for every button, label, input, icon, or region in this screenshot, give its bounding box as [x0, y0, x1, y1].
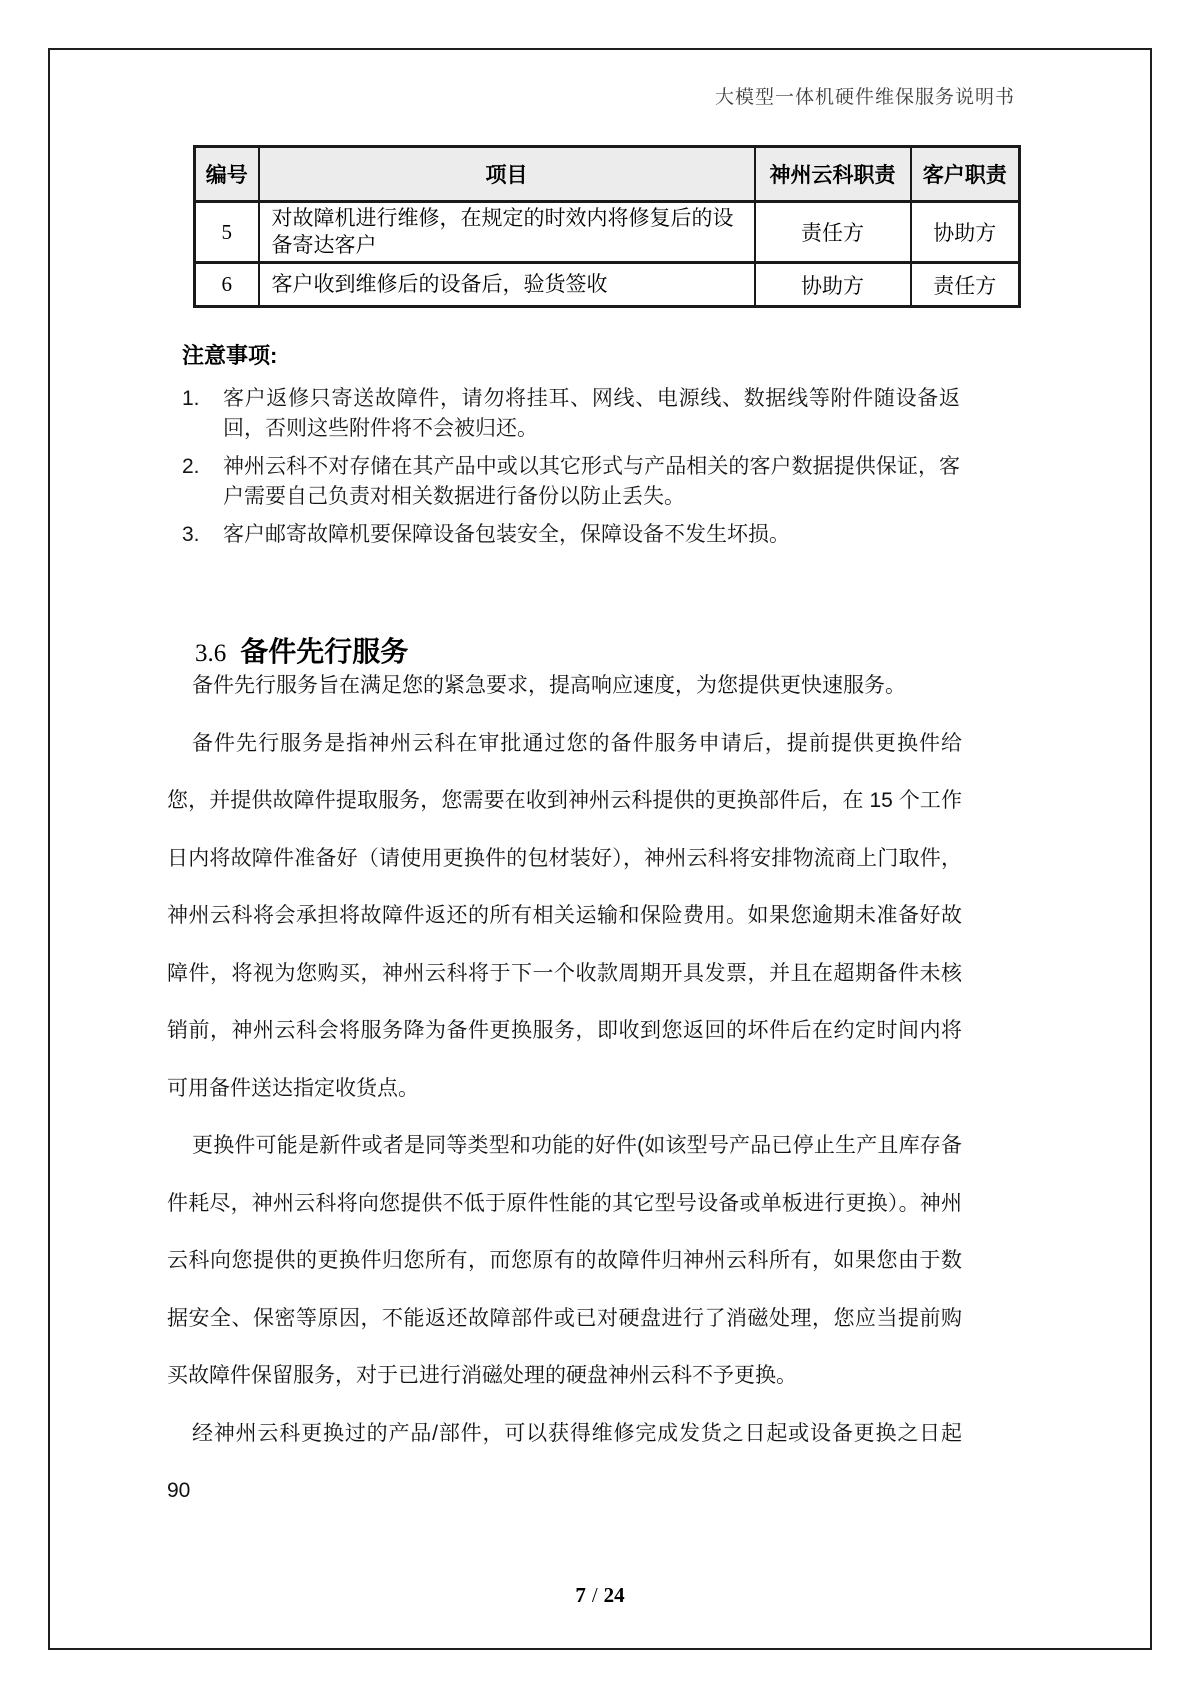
page-footer — [0, 1583, 1200, 1608]
section-title: 备件先行服务 — [240, 636, 409, 667]
responsibility-table — [193, 145, 1021, 308]
table-row — [195, 263, 1020, 307]
list-item — [182, 520, 960, 550]
notes-section — [182, 342, 960, 550]
notes-heading: 注意事项: — [182, 343, 278, 368]
list-item-text: 神州云科不对存储在其产品中或以其它形式与产品相关的客户数据提供保证，客户需要自己负责对相关数据进行备份以防止丢失。 — [223, 455, 960, 508]
list-item-number: 3. — [182, 523, 200, 546]
page-number-total: 24 — [603, 1583, 625, 1607]
paragraph: 更换件可能是新件或者是同等类型和功能的好件(如该型号产品已停止生产且库存备件耗尽，神州云科将向您提供不低于原件性能的其它型号设备或单板进行更换）。神州云科向您提供的更换件归您所有，而您原有的故障件归神州云科所有，如果您由于数据安全、保密等原因，不能返还故障部件或已对硬盘进行了消磁处理，您应当提前购买故障件保留服务，对于已进行消磁处理的硬盘神州云科不予更换。 — [167, 1134, 962, 1387]
cell-no: 6 — [195, 263, 259, 307]
cell-customer-role: 协助方 — [911, 202, 1020, 263]
column-header-customer: 客户职责 — [911, 147, 1020, 202]
cell-vendor-role: 责任方 — [755, 202, 911, 263]
cell-item: 对故障机进行维修，在规定的时效内将修复后的设备寄达客户 — [259, 202, 755, 263]
paragraph: 备件先行服务是指神州云科在审批通过您的备件服务申请后，提前提供更换件给您，并提供故障件提取服务，您需要在收到神州云科提供的更换部件后，在 15 个工作日内将故障件准备好（请使用更换件的包材装好），神州云科将安排物流商上门取件， 神州云科将会承担将故障件返还的所有相关运输和保险费用。如果您逾期未准备好故障件，将视为您购买，神州云科将于下一个收款周期开具发票，并且在超期备件未核销前，神州云科会将服务降为备件更换服务，即收到您返回的坏件后在约定时间内将可用备件送达指定收货点。 — [167, 731, 962, 1100]
list-item-text: 客户邮寄故障机要保障设备包装安全，保障设备不发生坏损。 — [223, 523, 790, 546]
list-item-number: 2. — [182, 455, 200, 478]
column-header-vendor: 神州云科职责 — [755, 147, 911, 202]
list-item-text: 客户返修只寄送故障件，请勿将挂耳、网线、电源线、数据线等附件随设备返回，否则这些附件将不会被归还。 — [223, 387, 960, 440]
list-item-number: 1. — [182, 387, 200, 410]
list-item — [182, 452, 960, 512]
document-header-title: 大模型一体机硬件维保服务说明书 — [714, 87, 1015, 108]
page-number-current: 7 — [575, 1583, 586, 1607]
column-header-no: 编号 — [195, 147, 259, 202]
paragraph: 经神州云科更换过的产品/部件，可以获得维修完成发货之日起或设备更换之日起 90 — [167, 1421, 962, 1502]
cell-item: 客户收到维修后的设备后，验货签收 — [259, 263, 755, 307]
cell-vendor-role: 协助方 — [755, 263, 911, 307]
section-body — [167, 657, 962, 1520]
paragraph: 备件先行服务旨在满足您的紧急要求，提高响应速度，为您提供更快速服务。 — [192, 674, 906, 697]
section-number: 3.6 — [195, 640, 227, 667]
cell-no: 5 — [195, 202, 259, 263]
list-item — [182, 384, 960, 444]
column-header-item: 项目 — [259, 147, 755, 202]
table-row — [195, 202, 1020, 263]
cell-customer-role: 责任方 — [911, 263, 1020, 307]
page-number-separator: / — [591, 1583, 598, 1607]
table-header-row — [195, 147, 1020, 202]
